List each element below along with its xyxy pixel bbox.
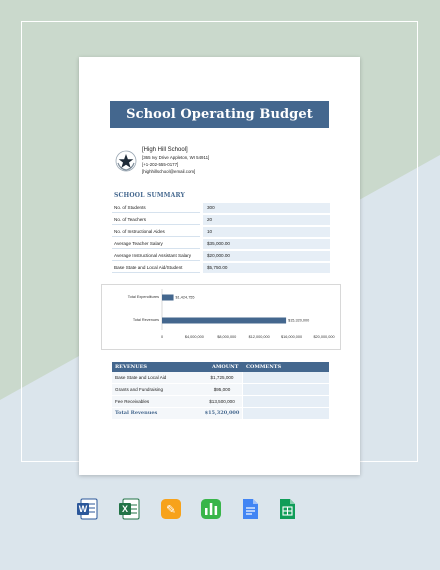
budget-chart xyxy=(101,284,341,350)
school-email: [highhillschool@email.com] xyxy=(142,169,196,174)
table-row xyxy=(112,384,329,396)
chart-data-label: $1,424,755 xyxy=(175,295,195,300)
summary-label: No. of Teachers xyxy=(112,215,200,225)
chart-bar xyxy=(162,295,174,301)
pages-icon[interactable] xyxy=(160,497,182,521)
revenue-label: Fee Receivables xyxy=(112,396,202,407)
revenue-amount: $13,500,000 xyxy=(202,396,242,407)
table-row xyxy=(112,372,329,384)
revenue-comment xyxy=(243,372,329,383)
school-name: [High Hill School] xyxy=(142,147,188,153)
chart-tick-label: 0 xyxy=(160,335,164,339)
table-row xyxy=(112,396,329,408)
revenue-comment xyxy=(243,396,329,407)
summary-value: 300 xyxy=(203,203,330,213)
revenues-header xyxy=(112,362,329,372)
total-comment xyxy=(243,408,329,419)
summary-row xyxy=(112,238,330,250)
summary-value: 10 xyxy=(203,227,330,237)
chart-tick-label: $16,000,000 xyxy=(281,335,303,339)
school-phone: [+1-202-555-0177] xyxy=(142,162,179,167)
summary-value: $5,750.00 xyxy=(203,263,330,273)
header-amount: AMOUNT xyxy=(212,364,239,370)
revenue-amount: $1,725,000 xyxy=(202,372,242,383)
summary-row xyxy=(112,226,330,238)
chart-tick-label: $4,000,000 xyxy=(184,335,204,339)
school-info xyxy=(142,146,209,175)
chart-svg xyxy=(102,285,340,349)
school-crest-icon xyxy=(115,150,137,172)
word-icon-glyph: W xyxy=(78,504,88,515)
header-revenues: REVENUES xyxy=(115,364,148,370)
revenue-label: Grants and Fundraising xyxy=(112,384,202,395)
summary-row xyxy=(112,262,330,274)
google-sheets-icon[interactable] xyxy=(276,497,298,521)
chart-category-label: Total Expenditures xyxy=(127,295,159,299)
revenue-label: Base State and Local Aid xyxy=(112,372,202,383)
summary-label: No. of Students xyxy=(112,203,200,213)
total-label: Total Revenues xyxy=(112,408,202,419)
summary-label: Average Instructional Assistant Salary xyxy=(112,251,200,261)
total-row xyxy=(112,408,329,420)
summary-value: 20 xyxy=(203,215,330,225)
summary-label: No. of Instructional Aides xyxy=(112,227,200,237)
summary-value: $20,000.00 xyxy=(203,251,330,261)
chart-tick-label: $8,000,000 xyxy=(217,335,237,339)
google-docs-icon[interactable] xyxy=(239,497,261,521)
word-icon[interactable] xyxy=(76,497,98,521)
chart-bar xyxy=(162,318,286,324)
school-address: [365 Ivy Drive Appleton, WI 54911] xyxy=(142,155,210,160)
document-page xyxy=(79,57,360,475)
chart-tick-label: $12,000,000 xyxy=(248,335,270,339)
chart-tick-label: $20,000,000 xyxy=(313,335,335,339)
summary-row xyxy=(112,202,330,214)
pages-icon-glyph: ✎ xyxy=(165,502,177,517)
page-title: School Operating Budget xyxy=(110,101,329,128)
summary-label: Base State and Local Aid/Student xyxy=(112,263,200,273)
summary-row xyxy=(112,250,330,262)
excel-icon[interactable] xyxy=(118,497,140,521)
revenue-comment xyxy=(243,384,329,395)
revenues-table xyxy=(112,362,329,420)
header-comments: COMMENTS xyxy=(246,364,282,370)
revenue-amount: $95,000 xyxy=(202,384,242,395)
summary-label: Average Teacher Salary xyxy=(112,239,200,249)
excel-icon-glyph: X xyxy=(121,504,129,515)
summary-heading: SCHOOL SUMMARY xyxy=(114,192,185,199)
numbers-icon[interactable] xyxy=(200,497,222,521)
chart-data-label: $15,320,000 xyxy=(288,318,310,323)
summary-row xyxy=(112,214,330,226)
chart-category-label: Total Revenues xyxy=(132,318,159,322)
summary-table xyxy=(112,202,330,274)
summary-value: $35,000.00 xyxy=(203,239,330,249)
total-amount: $15,320,000 xyxy=(202,408,242,419)
